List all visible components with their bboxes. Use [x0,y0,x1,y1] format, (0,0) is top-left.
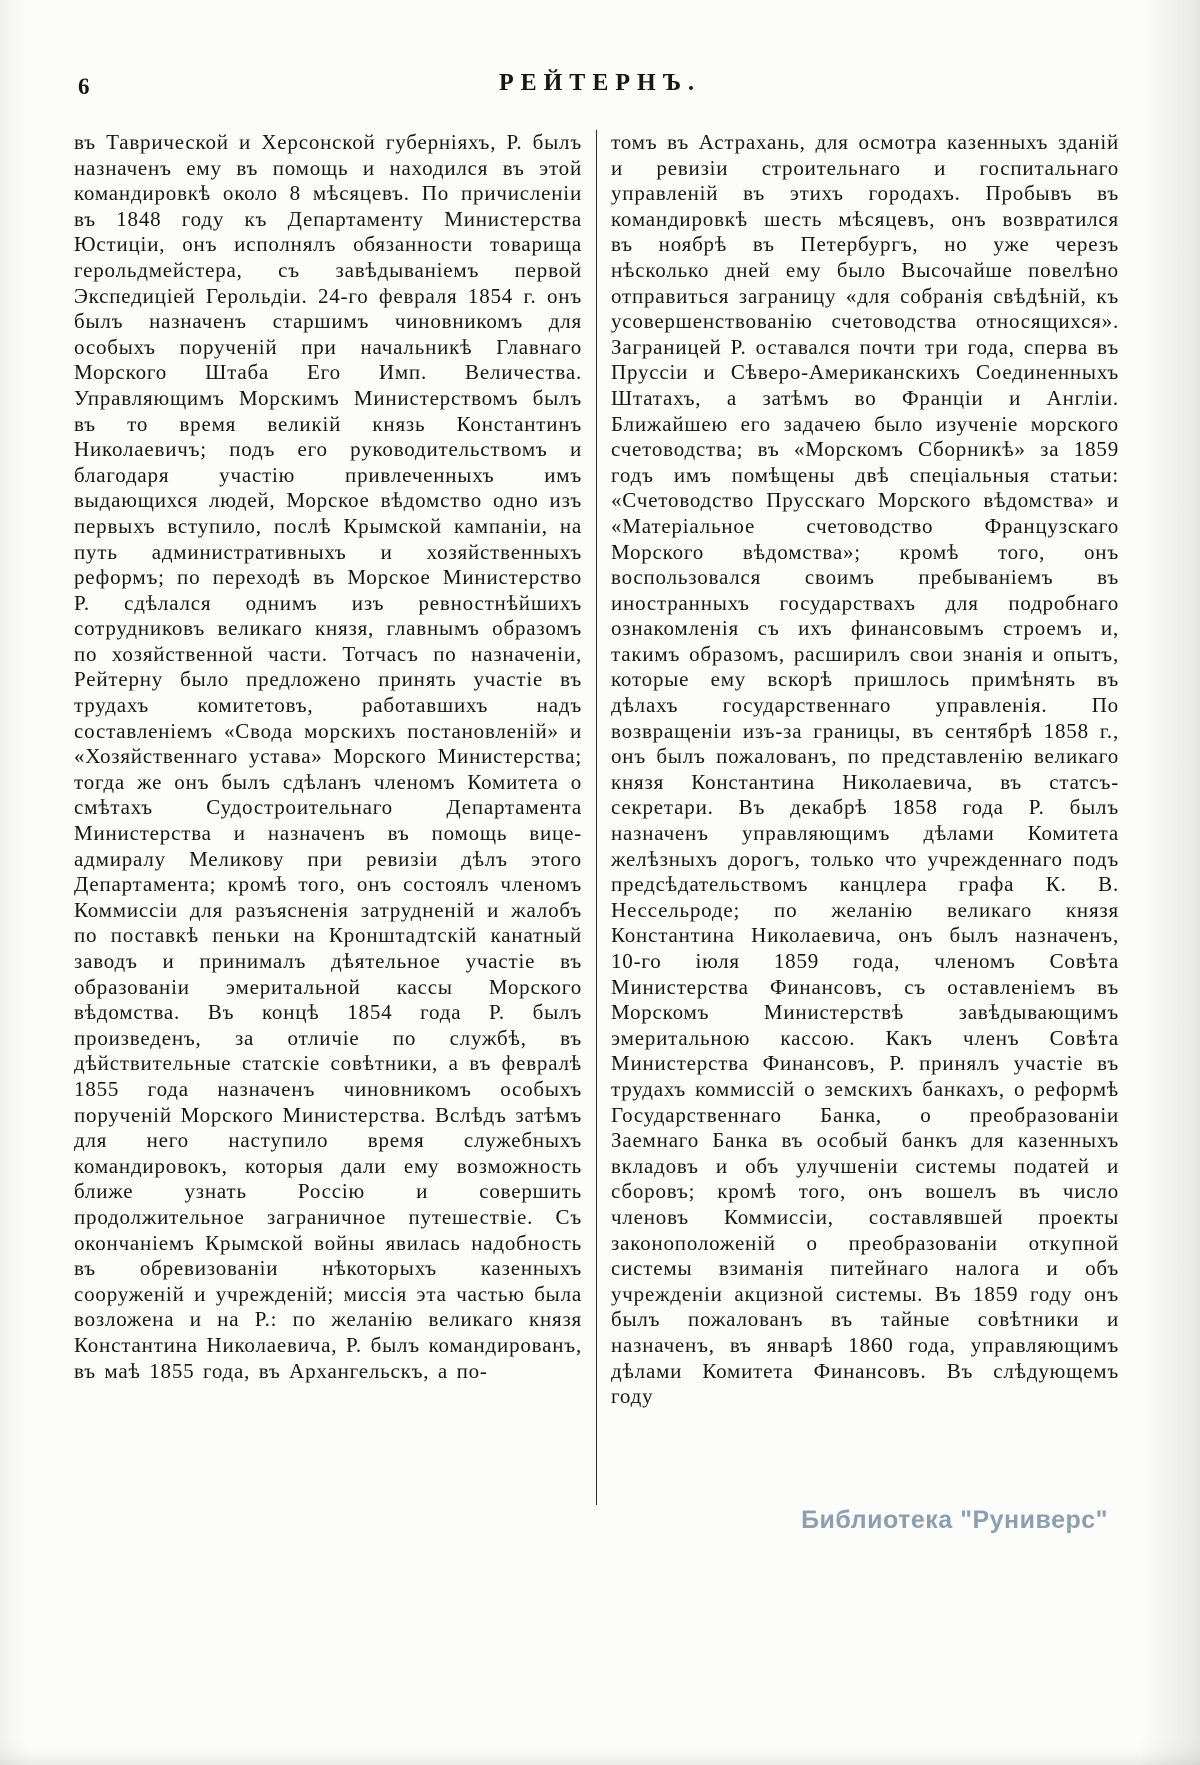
library-watermark: Библиотека "Руниверс" [801,1506,1108,1534]
column-divider [596,130,597,1505]
text-column-left: въ Таврической и Херсонской губерніяхъ, Р. былъ назначенъ ему въ помощь и находился въ этой командировкѣ около 8 мѣсяцевъ. По причисленіи въ 1848 году къ Департаменту Министерства Юстиціи, онъ исполнялъ обязанности товарища герольдмейстера, съ завѣдываніемъ первой Экспедиціей Герольдіи. 24-го февраля 1854 г. онъ былъ назначенъ старшимъ чиновникомъ для особыхъ порученій при начальникѣ Главнаго Морского Штаба Его Имп. Величества. Управляющимъ Морскимъ Министерствомъ былъ въ то время великій князь Константинъ Николаевичъ; подъ его руководительствомъ и благодаря участію привлеченныхъ имъ выдающихся людей, Морское вѣдомство одно изъ первыхъ вступило, послѣ Крымской кампаніи, на путь административныхъ и хозяйственныхъ реформъ; по переходѣ въ Морское Министерство Р. сдѣлался однимъ изъ ревностнѣйшихъ сотрудниковъ великаго князя, главнымъ образомъ по хозяйственной части. Тотчасъ по назначеніи, Рейтерну было предложено принять участіе въ трудахъ комитетовъ, работавшихъ надъ составленіемъ «Свода морскихъ постановленій» и «Хозяйственнаго устава» Морского Министерства; тогда же онъ былъ сдѣланъ членомъ Комитета о смѣтахъ Судостроительнаго Департамента Министерства и назначенъ въ помощь вице-адмиралу Меликову при ревизіи дѣлъ этого Департамента; кромѣ того, онъ состоялъ членомъ Коммиссіи для разъясненія затрудненій и жалобъ по поставкѣ пеньки на Кронштадтскій канатный заводъ и принималъ дѣятельное участіе въ образованіи эмеритальной кассы Морского вѣдомства. Въ концѣ 1854 года Р. былъ произведенъ, за отличіе по службѣ, въ дѣйствительные статскіе совѣтники, а въ февралѣ 1855 года назначенъ чиновникомъ особыхъ порученій Морского Министерства. Вслѣдъ затѣмъ для него наступило время служебныхъ командировокъ, которыя дали ему возможность ближе узнать Россію и совершить продолжительное заграничное путешествіе. Съ окончаніемъ Крымской войны явилась надобность въ обревизованіи нѣкоторыхъ казенныхъ сооруженій и учрежденій; миссія эта частью была возложена и на Р.: по желанію великаго князя Константина Николаевича, Р. былъ командированъ, въ маѣ 1855 года, въ Архангельскъ, а по- [74,130,582,1383]
text-column-right: томъ въ Астрахань, для осмотра казенныхъ зданій и ревизіи строительнаго и госпитальнаго управленій въ этихъ городахъ. Пробывъ въ командировкѣ шесть мѣсяцевъ, онъ возвратился въ ноябрѣ въ Петербургъ, но уже черезъ нѣсколько дней ему было Высочайше повелѣно отправиться заграницу «для собранія свѣдѣній, къ усовершенствованію счетоводства относящихся». Заграницей Р. оставался почти три года, сперва въ Пруссіи и Сѣверо-Американскихъ Соединенныхъ Штатахъ, а затѣмъ во Франціи и Англіи. Ближайшею его задачею было изученіе морского счетоводства; въ «Морскомъ Сборникѣ» за 1859 годъ имъ помѣщены двѣ спеціальныя статьи: «Счетоводство Прусскаго Морского вѣдомства» и «Матеріальное счетоводство Французскаго Морского вѣдомства»; кромѣ того, онъ воспользовался своимъ пребываніемъ въ иностранныхъ государствахъ для подробнаго ознакомленія съ ихъ финансовымъ строемъ и, такимъ образомъ, расширилъ свои знанія и опытъ, которые ему вскорѣ пришлось примѣнять въ дѣлахъ государственнаго управленія. По возвращеніи изъ-за границы, въ сентябрѣ 1858 г., онъ былъ пожалованъ, по представленію великаго князя Константина Николаевича, въ статсъ-секретари. Въ декабрѣ 1858 года Р. былъ назначенъ управляющимъ дѣлами Комитета желѣзныхъ дорогъ, только что учрежденнаго подъ предсѣдательствомъ канцлера графа К. В. Нессельроде; по желанію великаго князя Константина Николаевича, онъ былъ назначенъ, 10-го іюля 1859 года, членомъ Совѣта Министерства Финансовъ, съ оставленіемъ въ Морскомъ Министерствѣ завѣдывающимъ эмеритальною кассою. Какъ членъ Совѣта Министерства Финансовъ, Р. принялъ участіе въ трудахъ коммиссій о земскихъ банкахъ, о реформѣ Государственнаго Банка, о преобразованіи Заемнаго Банка въ особый банкъ для казенныхъ вкладовъ и объ улучшеніи системы податей и сборовъ; кромѣ того, онъ вошелъ въ число членовъ Коммиссіи, составлявшей проекты законоположеній о преобразованіи откупной системы взиманія питейнаго налога и объ учрежденіи акцизной системы. Въ 1859 году онъ былъ пожалованъ въ тайные совѣтники и назначенъ, въ январѣ 1860 года, управляющимъ дѣлами Комитета Финансовъ. Въ слѣдующемъ году [611,130,1119,1409]
page-title: РЕЙТЕРНЪ. [498,70,702,96]
two-column-text-block [74,130,1130,1505]
page-number: 6 [78,74,90,99]
